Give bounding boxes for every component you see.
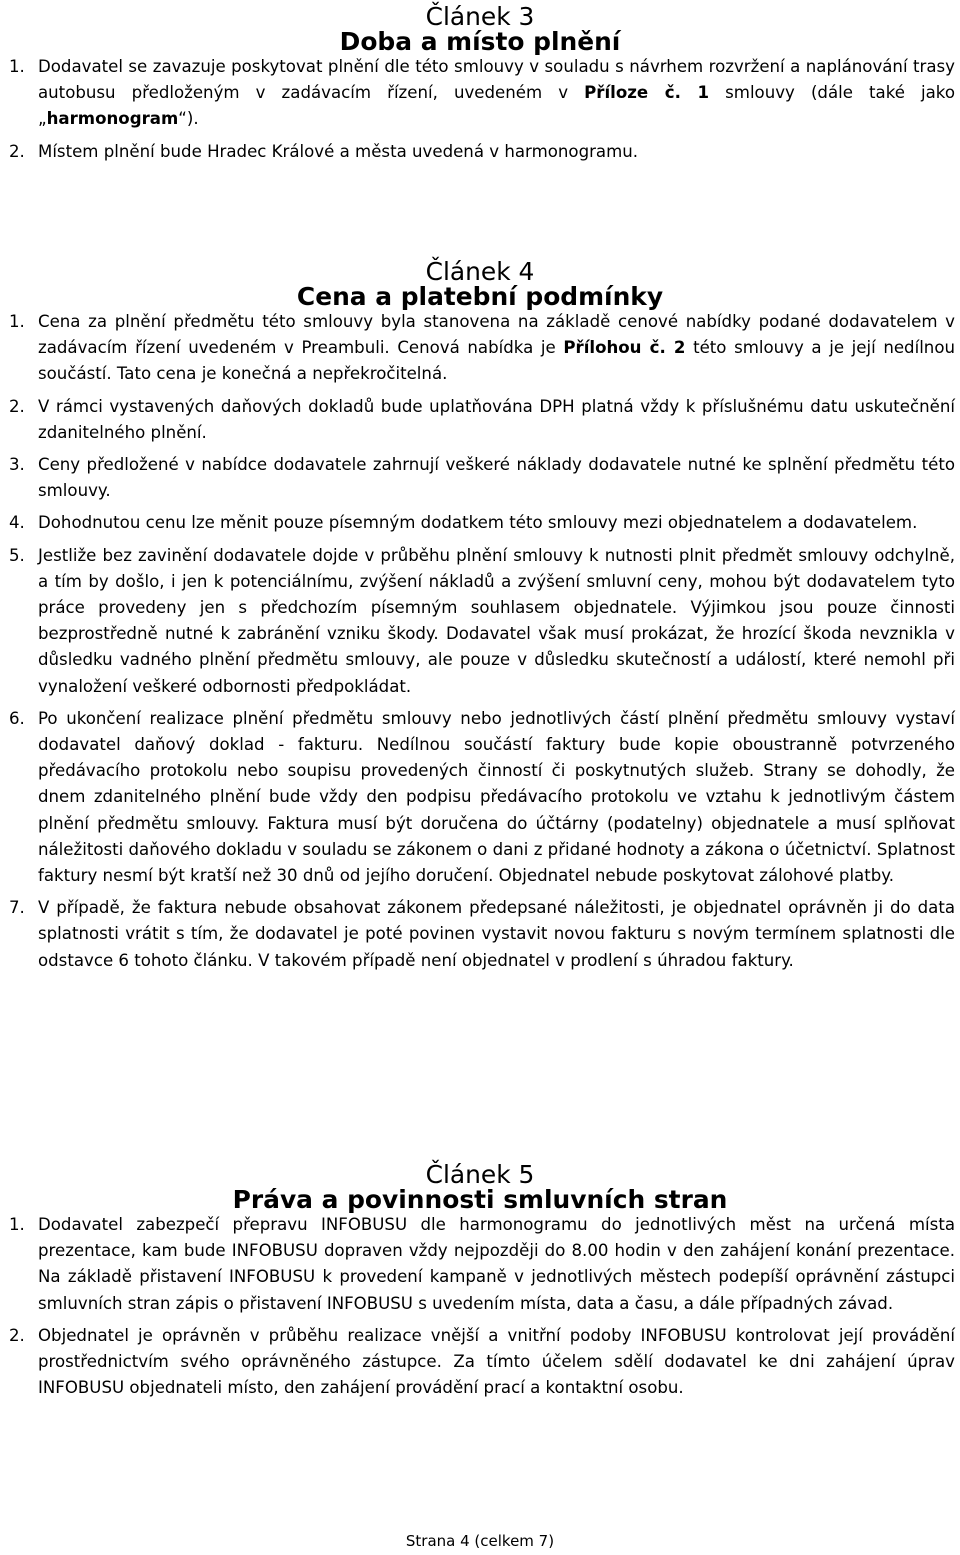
article-items <box>0 309 960 974</box>
paragraph-number: 7. <box>9 898 25 918</box>
emphasized-text: Přílohou č. 2 <box>563 338 686 358</box>
paragraph <box>0 452 960 504</box>
paragraph <box>0 139 960 165</box>
article-heading <box>0 4 960 54</box>
paragraph-text: Objednatel je oprávněn v průběhu realizace vnější a vnitřní podoby INFOBUSU kontrolovat její provádění prostřednictvím svého oprávněného zástupce. Za tímto účelem sdělí dodavatel ke dni zahájení úprav INFOBUSU objednateli místo, den zahájení provádění prací a kontaktní osobu. <box>38 1325 955 1398</box>
paragraph-text: Dodavatel zabezpečí přepravu INFOBUSU dle harmonogramu do jednotlivých měst na určená místa prezentace, kam bude INFOBUSU dopraven vždy nejpozději do 8.00 hodin v den zahájení konání prezentace. Na základě přistavení INFOBUSU k provedení kampaně v jednotlivých městech podepíší oprávnění zástupci smluvních stran zápis o přistavení INFOBUSU s uvedením místa, data a času, a dále případných závad. <box>38 1215 955 1313</box>
paragraph-text: “). <box>178 109 199 129</box>
paragraph-number: 2. <box>9 141 25 161</box>
article-heading <box>0 1162 960 1212</box>
paragraph-text: Ceny předložené v nabídce dodavatele zahrnují veškeré náklady dodavatele nutné ke splnění předmětu této smlouvy. <box>38 455 955 501</box>
article-number: Článek 3 <box>425 2 535 31</box>
emphasized-text: harmonogram <box>46 109 179 129</box>
paragraph-text: Místem plnění bude Hradec Králové a města uvedená v harmonogramu. <box>38 141 639 161</box>
page-footer: Strana 4 (celkem 7) <box>405 1532 555 1550</box>
paragraph <box>0 1323 960 1402</box>
paragraph <box>0 543 960 700</box>
article-items <box>0 1212 960 1401</box>
paragraph-number: 6. <box>9 708 25 728</box>
paragraph <box>0 1212 960 1317</box>
article-title: Cena a platební podmínky <box>296 282 664 311</box>
paragraph-text: V případě, že faktura nebude obsahovat zákonem předepsané náležitosti, je objednatel oprávněn ji do data splatnosti vrátit s tím, že dodavatel je poté povinen vystavit novou fakturu s novým termínem splatnosti dle odstavce 6 tohoto článku. V takovém případě není objednatel v prodlení s úhradou faktury. <box>38 898 955 970</box>
paragraph-text: Jestliže bez zavinění dodavatele dojde v průběhu plnění smlouvy k nutnosti plnit předmět smlouvy odchylně, a tím by došlo, i jen k potenciálnímu, zvýšení nákladů a zvýšení smluvní ceny, mohou být dodavatelem tyto práce provedeny jen s předchozím písemným souhlasem objednatele. Výjimkou jsou pouze činnosti bezprostředně nutné k zabránění vzniku škody. Dodavatel však musí prokázat, že hrozící škoda nevznikla v důsledku vadného plnění předmětu smlouvy, ale pouze v důsledku skutečností a událostí, které nemohl při vynaložení veškeré odbornosti předpokládat. <box>38 545 955 696</box>
paragraph <box>0 706 960 889</box>
article-3 <box>0 4 960 165</box>
paragraph-text: Po ukončení realizace plnění předmětu smlouvy nebo jednotlivých částí plnění předmětu smlouvy vystaví dodavatel daňový doklad - fakturu. Nedílnou součástí faktury bude kopie oboustranně potvrzeného předávacího protokolu nebo soupisu provedených činností či poskytnutých služeb. Strany se dohodly, že dnem zdanitelného plnění bude vždy den podpisu předávacího protokolu ve vztahu k jednotlivým částem plnění předmětu smlouvy. Faktura musí být doručena do účtárny (podatelny) objednatele a musí splňovat náležitosti daňového dokladu v souladu se zákonem o dani z přidané hodnoty a zákona o účetnictví. Splatnost faktury nesmí být kratší než 30 dnů od jejího doručení. Objednatel nebude poskytovat zálohové platby. <box>38 708 955 886</box>
paragraph-text: smlouvy (dále také jako „ <box>38 83 955 129</box>
paragraph-number: 1. <box>9 57 25 76</box>
paragraph-text: Dohodnutou cenu lze měnit pouze písemným dodatkem této smlouvy mezi objednatelem a dodavatelem. <box>38 513 918 533</box>
paragraph-number: 2. <box>9 1325 25 1345</box>
article-title: Doba a místo plnění <box>339 27 621 56</box>
article-title: Práva a povinnosti smluvních stran <box>232 1185 728 1214</box>
paragraph <box>0 54 960 133</box>
paragraph <box>0 895 960 974</box>
article-number: Článek 5 <box>425 1160 535 1189</box>
paragraph-text: Cena za plnění předmětu této smlouvy byla stanovena na základě cenové nabídky podané dodavatelem v zadávacím řízení uvedeném v Preambuli. Cenová nabídka je <box>38 312 955 358</box>
paragraph <box>0 510 960 536</box>
paragraph-number: 1. <box>9 312 25 331</box>
paragraph-text: této smlouvy a je její nedílnou součástí. Tato cena je konečná a nepřekročitelná. <box>38 338 955 384</box>
emphasized-text: Příloze č. 1 <box>584 83 710 103</box>
paragraph-text: V rámci vystavených daňových dokladů bude uplatňována DPH platná vždy k příslušnému datu uskutečnění zdanitelného plnění. <box>38 396 955 442</box>
paragraph-number: 1. <box>9 1215 25 1234</box>
paragraph-text: Dodavatel se zavazuje poskytovat plnění dle této smlouvy v souladu s návrhem rozvržení a naplánování trasy autobusu předloženým v zadávacím řízení, uvedeném v <box>38 57 955 103</box>
paragraph <box>0 394 960 446</box>
article-4 <box>0 259 960 974</box>
article-heading <box>0 259 960 309</box>
paragraph-number: 4. <box>9 513 25 533</box>
paragraph-number: 3. <box>9 455 25 475</box>
article-5 <box>0 1162 960 1401</box>
paragraph-number: 5. <box>9 545 25 565</box>
article-number: Článek 4 <box>425 257 535 286</box>
paragraph-number: 2. <box>9 396 25 416</box>
article-items <box>0 54 960 165</box>
paragraph <box>0 309 960 388</box>
